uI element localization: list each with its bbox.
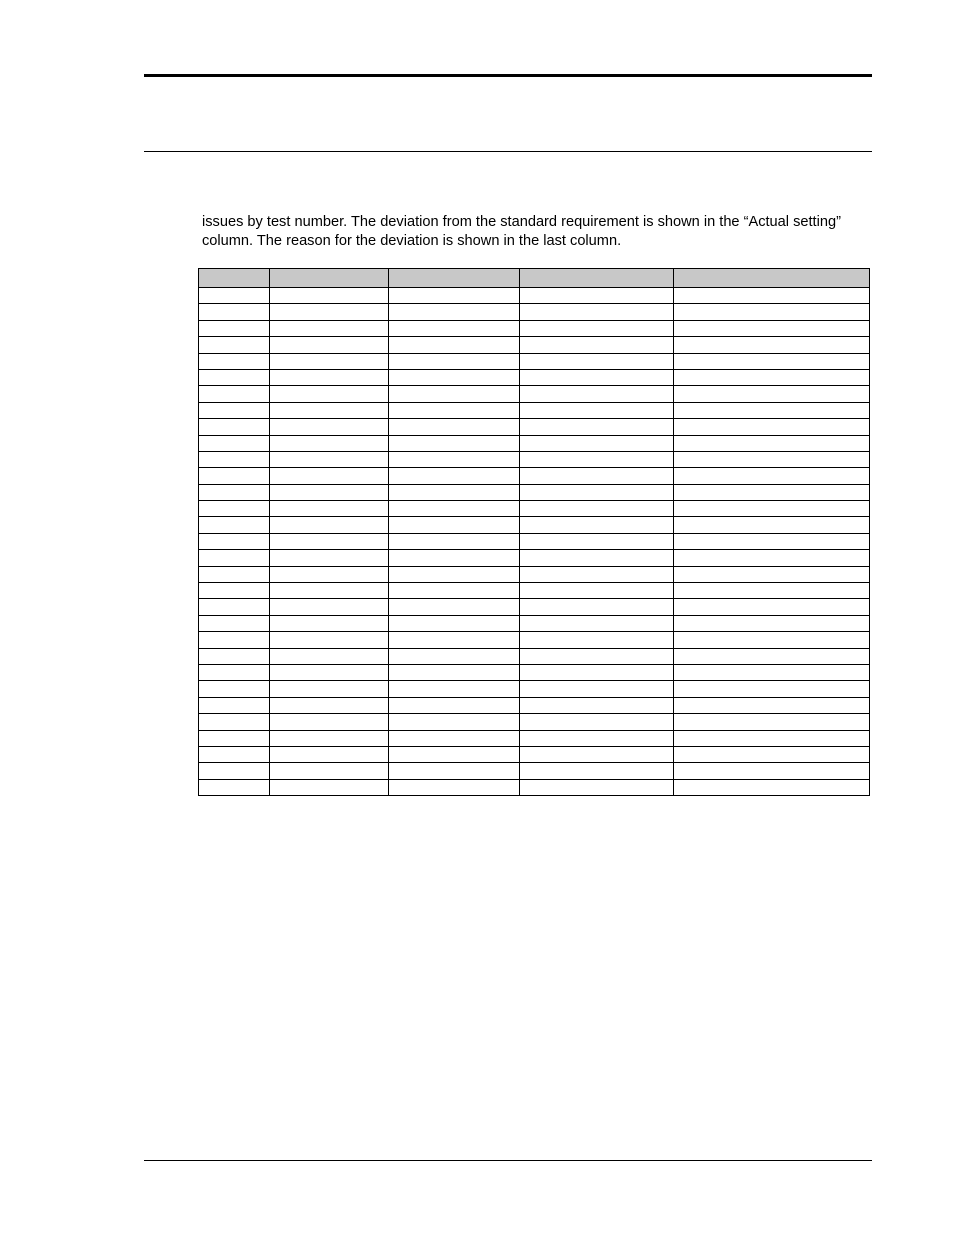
table-cell [270, 550, 389, 566]
table-cell [270, 566, 389, 582]
table-cell [674, 681, 870, 697]
table-cell [674, 402, 870, 418]
table-cell [270, 517, 389, 533]
table-cell [674, 714, 870, 730]
header-rule [144, 151, 872, 152]
table-cell [389, 599, 520, 615]
table-cell [674, 501, 870, 517]
table-row [199, 501, 870, 517]
table-cell [520, 697, 674, 713]
table-cell [199, 550, 270, 566]
table-cell [520, 746, 674, 762]
table-cell [270, 714, 389, 730]
table-cell [674, 304, 870, 320]
table-row [199, 369, 870, 385]
table-cell [389, 730, 520, 746]
table-row [199, 435, 870, 451]
table-cell [270, 746, 389, 762]
table-cell [520, 566, 674, 582]
table-cell [270, 681, 389, 697]
table-cell [674, 599, 870, 615]
table-cell [520, 288, 674, 304]
table-row [199, 632, 870, 648]
table-cell [520, 779, 674, 795]
table-cell [270, 468, 389, 484]
table-cell [199, 369, 270, 385]
table-cell [199, 681, 270, 697]
table-cell [199, 353, 270, 369]
table-cell [389, 288, 520, 304]
table-cell [389, 419, 520, 435]
table-cell [270, 320, 389, 336]
intro-paragraph: issues by test number. The deviation from the standard requirement is shown in the “Actual setting” column. The reason for the deviation is shown in the last column. [202, 214, 841, 249]
table-cell [270, 697, 389, 713]
table-cell [389, 337, 520, 353]
table-cell [520, 468, 674, 484]
table-cell [199, 697, 270, 713]
table-cell [674, 320, 870, 336]
table-cell [270, 353, 389, 369]
table-cell [674, 615, 870, 631]
table-cell [674, 779, 870, 795]
table-cell [520, 533, 674, 549]
table-cell [520, 419, 674, 435]
table-cell [199, 583, 270, 599]
header-cell-4 [520, 269, 674, 288]
table-cell [270, 304, 389, 320]
table-cell [270, 451, 389, 467]
table-cell [389, 369, 520, 385]
table-cell [270, 648, 389, 664]
table-cell [674, 550, 870, 566]
table-cell [270, 615, 389, 631]
table-cell [389, 583, 520, 599]
table-cell [270, 599, 389, 615]
table-cell [199, 632, 270, 648]
table-cell [199, 517, 270, 533]
table-row [199, 402, 870, 418]
table-cell [520, 517, 674, 533]
table-cell [674, 583, 870, 599]
table-cell [674, 435, 870, 451]
table-cell [674, 288, 870, 304]
table-header-row [199, 269, 870, 288]
table-cell [520, 402, 674, 418]
table-cell [389, 697, 520, 713]
table-cell [389, 386, 520, 402]
table-cell [520, 730, 674, 746]
table-cell [199, 386, 270, 402]
table-cell [520, 714, 674, 730]
table-cell [389, 501, 520, 517]
table-cell [389, 550, 520, 566]
table-cell [199, 435, 270, 451]
table-row [199, 697, 870, 713]
table-cell [520, 632, 674, 648]
table-row [199, 730, 870, 746]
table-row [199, 484, 870, 500]
table-cell [389, 533, 520, 549]
table-cell [389, 468, 520, 484]
table-cell [270, 419, 389, 435]
table-cell [199, 288, 270, 304]
table-cell [199, 501, 270, 517]
table-cell [389, 304, 520, 320]
table-cell [520, 615, 674, 631]
table-cell [199, 451, 270, 467]
table-cell [520, 369, 674, 385]
table-cell [199, 779, 270, 795]
table-cell [674, 648, 870, 664]
deviation-table [198, 268, 870, 796]
table-cell [199, 566, 270, 582]
table-cell [199, 468, 270, 484]
table-cell [674, 337, 870, 353]
table-row [199, 533, 870, 549]
table-cell [270, 583, 389, 599]
table-cell [270, 779, 389, 795]
table-cell [520, 583, 674, 599]
table-cell [270, 435, 389, 451]
table-cell [520, 386, 674, 402]
table-cell [199, 763, 270, 779]
table-cell [674, 697, 870, 713]
table-row [199, 615, 870, 631]
table-cell [389, 320, 520, 336]
table-row [199, 746, 870, 762]
table-cell [199, 419, 270, 435]
table-cell [389, 664, 520, 680]
table-cell [199, 599, 270, 615]
header-cell-2 [270, 269, 389, 288]
table-cell [674, 664, 870, 680]
table-cell [270, 730, 389, 746]
table-cell [199, 615, 270, 631]
table-cell [389, 779, 520, 795]
table-row [199, 517, 870, 533]
table-cell [199, 648, 270, 664]
table-row [199, 353, 870, 369]
table-cell [199, 304, 270, 320]
table-row [199, 779, 870, 795]
table-cell [389, 353, 520, 369]
table-cell [674, 763, 870, 779]
table-cell [199, 337, 270, 353]
table-row [199, 664, 870, 680]
table-cell [270, 533, 389, 549]
table-cell [199, 533, 270, 549]
table-cell [674, 451, 870, 467]
table-cell [199, 664, 270, 680]
table-cell [199, 484, 270, 500]
table-row [199, 337, 870, 353]
table-body [199, 288, 870, 796]
table-cell [199, 402, 270, 418]
table-row [199, 288, 870, 304]
table-cell [674, 386, 870, 402]
table-cell [270, 386, 389, 402]
table-cell [389, 566, 520, 582]
table-cell [674, 484, 870, 500]
table-cell [520, 320, 674, 336]
table-row [199, 304, 870, 320]
table-cell [199, 320, 270, 336]
table-cell [270, 369, 389, 385]
table-row [199, 583, 870, 599]
table-cell [389, 615, 520, 631]
table-row [199, 419, 870, 435]
table-cell [270, 664, 389, 680]
table-cell [270, 763, 389, 779]
table-cell [389, 746, 520, 762]
table-cell [520, 763, 674, 779]
header-cell-3 [389, 269, 520, 288]
table-cell [674, 632, 870, 648]
table-row [199, 468, 870, 484]
table-cell [674, 369, 870, 385]
table-cell [674, 517, 870, 533]
table-cell [674, 353, 870, 369]
table-cell [389, 763, 520, 779]
table-cell [389, 451, 520, 467]
table-row [199, 550, 870, 566]
table-cell [520, 484, 674, 500]
table-cell [199, 746, 270, 762]
table-row [199, 320, 870, 336]
table-cell [520, 550, 674, 566]
table-cell [199, 714, 270, 730]
table-cell [389, 681, 520, 697]
table-cell [674, 730, 870, 746]
table-row [199, 714, 870, 730]
table-cell [389, 632, 520, 648]
table-cell [520, 501, 674, 517]
table-cell [270, 402, 389, 418]
table-cell [270, 288, 389, 304]
header-cell-5 [674, 269, 870, 288]
table-cell [389, 714, 520, 730]
table-cell [674, 419, 870, 435]
table-row [199, 566, 870, 582]
table-cell [199, 730, 270, 746]
table-row [199, 763, 870, 779]
table-cell [389, 648, 520, 664]
table-cell [674, 566, 870, 582]
table-cell [389, 435, 520, 451]
table-cell [520, 648, 674, 664]
table-cell [270, 484, 389, 500]
table-cell [674, 468, 870, 484]
table-row [199, 451, 870, 467]
table-cell [520, 599, 674, 615]
table-cell [270, 632, 389, 648]
top-rule [144, 74, 872, 77]
table-row [199, 386, 870, 402]
table-row [199, 599, 870, 615]
table-cell [520, 337, 674, 353]
table-cell [674, 533, 870, 549]
table-cell [389, 517, 520, 533]
table-cell [270, 337, 389, 353]
footer-rule [144, 1160, 872, 1161]
table-cell [520, 664, 674, 680]
table-cell [270, 501, 389, 517]
table-cell [389, 402, 520, 418]
table-cell [520, 451, 674, 467]
table-cell [674, 746, 870, 762]
table-cell [520, 681, 674, 697]
table-cell [520, 435, 674, 451]
table-row [199, 681, 870, 697]
header-cell-1 [199, 269, 270, 288]
table-cell [520, 304, 674, 320]
table-row [199, 648, 870, 664]
table-cell [520, 353, 674, 369]
table-cell [389, 484, 520, 500]
